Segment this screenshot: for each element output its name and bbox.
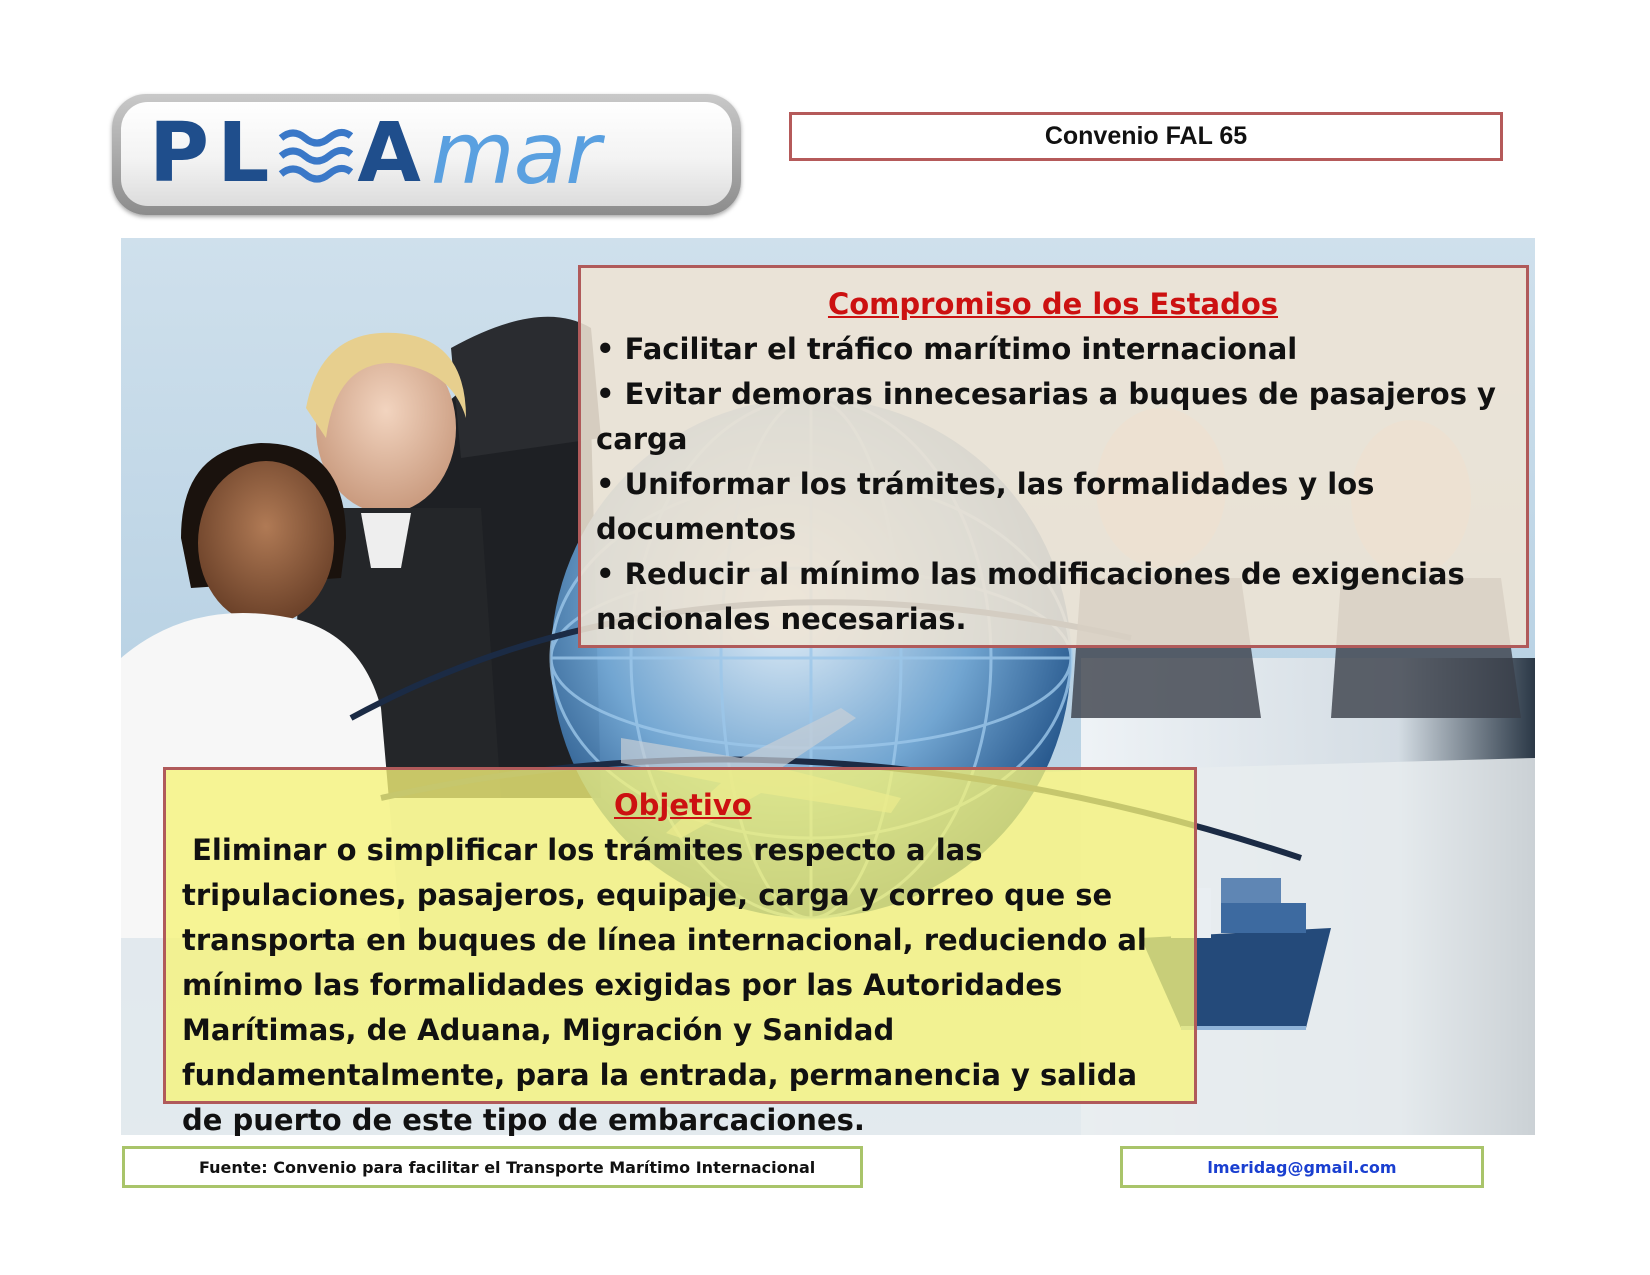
logo-text-pl: PL xyxy=(149,106,278,201)
page-title: Convenio FAL 65 xyxy=(789,112,1503,161)
footer-source: Fuente: Convenio para facilitar el Transporte Marítimo Internacional xyxy=(122,1146,863,1188)
compromiso-item: • Facilitar el tráfico marítimo internacional xyxy=(596,332,1298,366)
logo-text-mar: mar xyxy=(430,104,600,204)
logo-text-a: A xyxy=(357,106,429,201)
compromiso-box xyxy=(578,265,1529,648)
compromiso-item: • Uniformar los trámites, las formalidades y los documentos xyxy=(596,467,1375,546)
waves-icon xyxy=(277,124,353,184)
objetivo-text: Eliminar o simplificar los trámites respecto a las tripulaciones, pasajeros, equipaje, carga y correo que se transporta en buques de línea internacional, reduciendo al mínimo las formalidades exigidas por las Autoridades Marítimas, de Aduana, Migración y Sanidad fundamentalmente, para la entrada, permanencia y salida de puerto de este tipo de embarcaciones. xyxy=(182,833,1157,1137)
objetivo-box xyxy=(163,767,1197,1137)
logo-plate xyxy=(121,102,732,206)
footer-email[interactable]: lmeridag@gmail.com xyxy=(1120,1146,1484,1188)
pleamar-logo xyxy=(112,94,741,215)
objetivo-heading: Objetivo xyxy=(614,788,752,822)
compromiso-item: • Reducir al mínimo las modificaciones de exigencias nacionales necesarias. xyxy=(596,557,1465,636)
compromiso-heading: Compromiso de los Estados xyxy=(827,287,1279,321)
compromiso-item: • Evitar demoras innecesarias a buques de pasajeros y carga xyxy=(596,377,1496,456)
